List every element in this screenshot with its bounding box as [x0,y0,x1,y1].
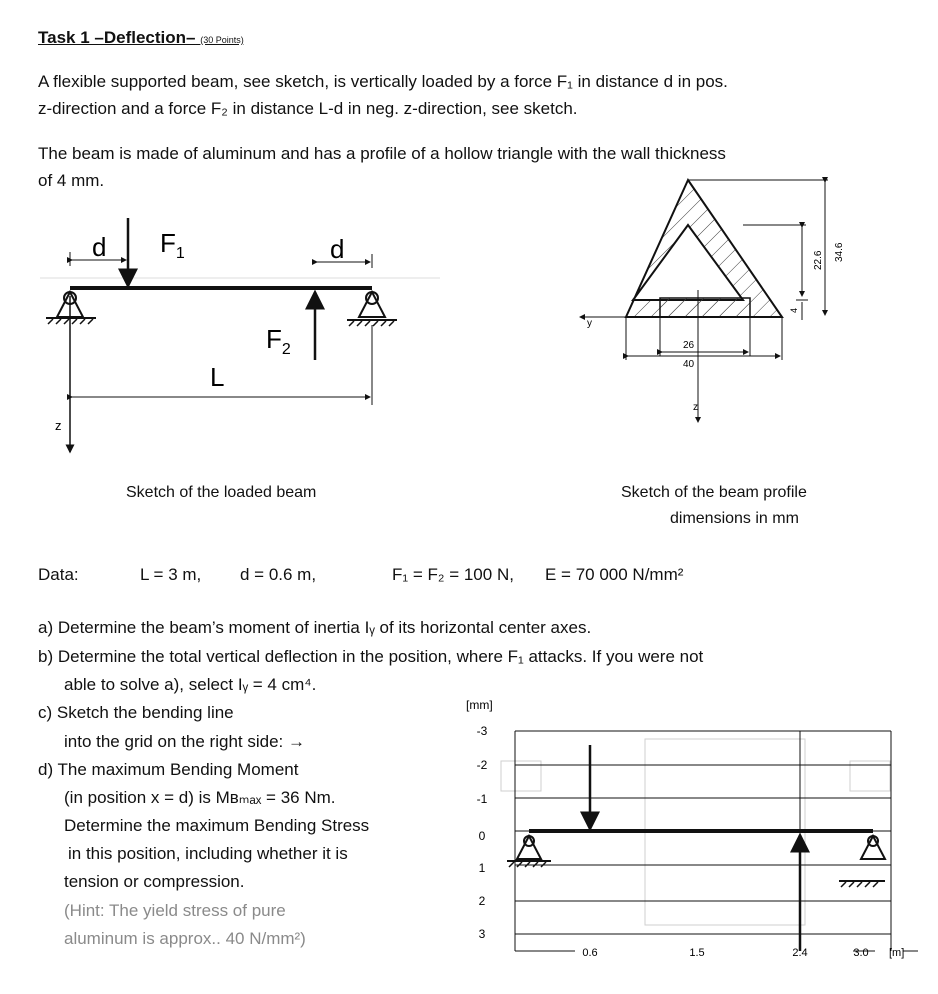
y-tick-minus-1: -1 [476,792,488,806]
label-d-right: d [330,234,345,264]
grid-right-support [839,836,885,887]
label-dim-34-6: 34.6 [834,242,845,262]
x-tick-2-4: 2.4 [792,947,808,959]
label-f2: $F_2$ [266,324,291,358]
x-tick-3-0: 3.0 [853,947,869,959]
question-d-line-2: (in position x = d) is Mʙₘₐₓ = 36 Nm. [64,788,336,807]
intro-line-1: A flexible supported beam, see sketch, is vertically loaded by a force F₁ in distance d in pos. [38,72,728,91]
data-modulus: E = 70 000 N/mm² [545,565,684,584]
y-tick-0: 0 [478,829,486,843]
label-f1: $F_1$ [160,228,185,262]
hint-line-2: aluminum is approx.. 40 N/mm²) [64,929,306,948]
x-tick-1-5: 1.5 [689,947,705,959]
label-dim-4: 4 [789,307,799,313]
question-d-line-5: tension or compression. [64,872,245,891]
task-points: (30 Points) [200,35,244,45]
label-dim-22-6: 22.6 [813,250,824,270]
bottom-flange [660,298,750,317]
grid-lines [515,731,918,951]
intro-line-4: of 4 mm. [38,171,105,190]
label-d-left: d [92,232,107,262]
beam-sketch [0,200,460,470]
grid-x-ticks [582,947,868,959]
question-d-line-3: Determine the maximum Bending Stress [64,816,370,835]
y-tick-3: 3 [478,927,486,941]
data-length: L = 3 m, [140,565,202,584]
grid-unit-x: [m] [889,947,905,959]
data-distance: d = 0.6 m, [240,565,317,584]
question-c-line-1: c) Sketch the bending line [38,703,234,722]
question-b-line-1: b) Determine the total vertical deflection in the position, where F₁ attacks. If you were not [38,647,704,666]
data-label: Data: [38,565,79,584]
label-dim-40: 40 [683,359,695,370]
profile-caption-1: Sketch of the beam profile [621,484,807,501]
profile-caption-2: dimensions in mm [670,510,799,527]
label-length: L [210,362,225,392]
beam-sketch-caption: Sketch of the loaded beam [126,484,317,501]
right-support [347,292,397,326]
y-tick-1: 1 [478,861,486,875]
label-z-axis: z [55,418,62,433]
hint-line-1: (Hint: The yield stress of pure [64,901,286,920]
label-dim-26: 26 [683,340,695,351]
question-c-line-2: into the grid on the right side: → [64,732,305,751]
grid-unit-y: [mm] [466,698,493,712]
y-tick-minus-2: -2 [476,758,488,772]
question-b-line-2: able to solve a), select Iᵧ = 4 cm⁴. [64,675,317,694]
intro-line-3: The beam is made of aluminum and has a profile of a hollow triangle with the wall thickness [38,144,726,163]
question-d-line-1: d) The maximum Bending Moment [38,760,299,779]
task-title [38,28,244,48]
question-d-line-4: in this position, including whether it is [68,844,348,863]
profile-sketch [560,170,860,440]
left-support [46,292,96,324]
grid-left-support [507,836,551,867]
x-tick-0-6: 0.6 [582,947,598,959]
data-forces: F₁ = F₂ = 100 N, [392,565,514,584]
deflection-grid[interactable] [455,695,930,970]
intro-line-2: z-direction and a force F₂ in distance L-d in neg. z-direction, see sketch. [38,99,578,118]
question-a: a) Determine the beam’s moment of inertia Iᵧ of its horizontal center axes. [38,618,592,637]
hollow-triangle-profile [626,180,782,317]
task-title-text: Task 1 –Deflection– [38,28,196,47]
grid-y-ticks [477,724,488,941]
y-tick-2: 2 [478,894,486,908]
label-y-axis: y [587,318,592,329]
y-tick-minus-3: -3 [476,724,488,738]
label-z-axis-profile: z [693,402,698,413]
